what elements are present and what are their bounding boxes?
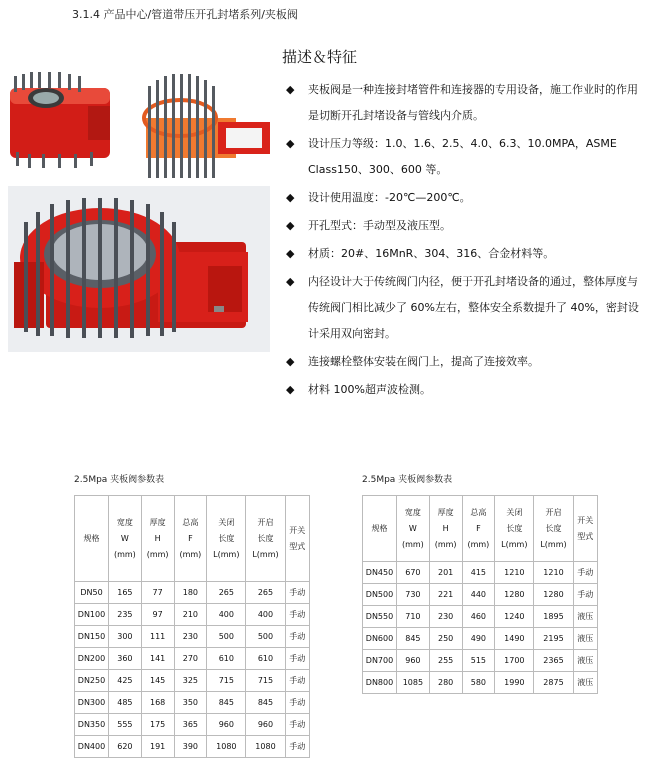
col-spec: 规格	[363, 496, 397, 562]
table-cell: 1080	[246, 736, 285, 758]
table-cell: DN600	[363, 628, 397, 650]
table-cell: 1240	[495, 606, 534, 628]
table-row	[363, 584, 598, 606]
table-cell: 280	[429, 672, 462, 694]
table-cell: 270	[174, 648, 207, 670]
feature-item: ◆ 夹板阀是一种连接封堵管件和连接器的专用设备，施工作业时的作用是切断开孔封堵设备与管线内介质。	[282, 77, 642, 129]
params-table-right	[362, 495, 598, 694]
table-cell: 2365	[534, 650, 573, 672]
table-cell: 手动	[285, 714, 309, 736]
table-cell: 460	[462, 606, 495, 628]
table-cell: 1210	[534, 562, 573, 584]
table-cell: 1080	[207, 736, 246, 758]
table-row	[363, 562, 598, 584]
table-cell: 255	[429, 650, 462, 672]
table-row	[75, 736, 310, 758]
table-cell: DN50	[75, 582, 109, 604]
table-cell: DN100	[75, 604, 109, 626]
table-row	[363, 628, 598, 650]
table-cell: 221	[429, 584, 462, 606]
feature-item: ◆ 材料 100%超声波检测。	[282, 377, 642, 403]
col-close-length: 关闭 长度 L(mm)	[495, 496, 534, 562]
table-cell: 手动	[573, 584, 597, 606]
table-cell: 201	[429, 562, 462, 584]
table-cell: 845	[207, 692, 246, 714]
table-cell: 500	[207, 626, 246, 648]
table-cell: 360	[109, 648, 142, 670]
table-cell: 715	[207, 670, 246, 692]
features-list	[282, 77, 642, 403]
table-row	[75, 714, 310, 736]
table-cell: 2195	[534, 628, 573, 650]
table-cell: 液压	[573, 650, 597, 672]
features-section	[282, 46, 642, 405]
feature-item: ◆ 设计压力等级：1.0、1.6、2.5、4.0、6.3、10.0MPA，ASME Class150、300、600 等。	[282, 131, 642, 183]
feature-item: ◆ 内径设计大于传统阀门内径，便于开孔封堵设备的通过，整体厚度与传统阀门相比减少了 60%左右，整体安全系数提升了 40%，密封设计采用双向密封。	[282, 269, 642, 347]
table-cell: DN800	[363, 672, 397, 694]
table-cell: 手动	[285, 582, 309, 604]
table-cell: 液压	[573, 628, 597, 650]
table-cell: 610	[207, 648, 246, 670]
table-cell: DN150	[75, 626, 109, 648]
table-cell: DN250	[75, 670, 109, 692]
table-cell: 845	[397, 628, 430, 650]
breadcrumb-header: 3.1.4 产品中心/管道带压开孔封堵系列/夹板阀	[72, 8, 298, 21]
table-cell: 191	[141, 736, 174, 758]
feature-item: ◆ 设计使用温度：-20℃—200℃。	[282, 185, 642, 211]
table-cell: 235	[109, 604, 142, 626]
table-cell: 1490	[495, 628, 534, 650]
col-height: 总高 F (mm)	[174, 496, 207, 582]
orange-valve-image	[144, 74, 270, 178]
table-cell: 555	[109, 714, 142, 736]
table-cell: 手动	[285, 648, 309, 670]
table-cell: 610	[246, 648, 285, 670]
feature-item: ◆ 连接螺栓整体安装在阀门上，提高了连接效率。	[282, 349, 642, 375]
col-open-length: 开启 长度 L(mm)	[246, 496, 285, 582]
table-row	[363, 672, 598, 694]
table-cell: 960	[397, 650, 430, 672]
table-cell: 2875	[534, 672, 573, 694]
table-cell: 620	[109, 736, 142, 758]
table-cell: 715	[246, 670, 285, 692]
params-table-left-block	[74, 472, 310, 758]
table-row	[75, 582, 310, 604]
table-cell: 845	[246, 692, 285, 714]
table-cell: 490	[462, 628, 495, 650]
table-cell: 1700	[495, 650, 534, 672]
product-photos-top	[8, 66, 270, 188]
table-cell: 350	[174, 692, 207, 714]
table-cell: 265	[207, 582, 246, 604]
table-row	[75, 648, 310, 670]
table-cell: 265	[246, 582, 285, 604]
table-cell: 730	[397, 584, 430, 606]
table-cell: 111	[141, 626, 174, 648]
col-width: 宽度 W (mm)	[397, 496, 430, 562]
table-cell: 580	[462, 672, 495, 694]
table-row	[75, 692, 310, 714]
col-op-type: 开关 型式	[573, 496, 597, 562]
table-cell: 210	[174, 604, 207, 626]
table-cell: 300	[109, 626, 142, 648]
table-cell: 960	[207, 714, 246, 736]
table-row	[75, 670, 310, 692]
table-cell: 230	[429, 606, 462, 628]
table-cell: 手动	[285, 692, 309, 714]
table-cell: 168	[141, 692, 174, 714]
table-cell: DN350	[75, 714, 109, 736]
params-table-right-block	[362, 472, 598, 694]
table-cell: DN300	[75, 692, 109, 714]
table-cell: 400	[246, 604, 285, 626]
table-cell: 165	[109, 582, 142, 604]
feature-item: ◆ 开孔型式：手动型及液压型。	[282, 213, 642, 239]
table-cell: 97	[141, 604, 174, 626]
table-cell: 77	[141, 582, 174, 604]
col-height: 总高 F (mm)	[462, 496, 495, 562]
table-cell: 145	[141, 670, 174, 692]
table-cell: 485	[109, 692, 142, 714]
col-width: 宽度 W (mm)	[109, 496, 142, 582]
table-cell: 液压	[573, 672, 597, 694]
table-cell: DN400	[75, 736, 109, 758]
table-cell: 1280	[495, 584, 534, 606]
table-cell: DN500	[363, 584, 397, 606]
feature-item: ◆ 材质：20#、16MnR、304、316、合金材料等。	[282, 241, 642, 267]
table-cell: DN550	[363, 606, 397, 628]
table-row	[363, 650, 598, 672]
table-cell: 液压	[573, 606, 597, 628]
table-cell: 710	[397, 606, 430, 628]
table-cell: 390	[174, 736, 207, 758]
table-cell: 手动	[285, 604, 309, 626]
table-cell: 1280	[534, 584, 573, 606]
table-row	[75, 604, 310, 626]
table-cell: DN450	[363, 562, 397, 584]
table-cell: 500	[246, 626, 285, 648]
table-cell: 230	[174, 626, 207, 648]
table-cell: 手动	[285, 670, 309, 692]
table-cell: DN200	[75, 648, 109, 670]
table-cell: 960	[246, 714, 285, 736]
table-cell: 1210	[495, 562, 534, 584]
table-cell: 1895	[534, 606, 573, 628]
table-cell: 手动	[285, 626, 309, 648]
params-table-title: 2.5Mpa 夹板阀参数表	[74, 475, 165, 485]
col-spec: 规格	[75, 496, 109, 582]
table-row	[75, 626, 310, 648]
red-valve-small-image	[10, 72, 110, 168]
table-cell: 手动	[285, 736, 309, 758]
product-photo-main	[8, 186, 270, 352]
table-cell: 325	[174, 670, 207, 692]
table-cell: 175	[141, 714, 174, 736]
features-title: 描述＆特征	[282, 48, 358, 66]
col-thickness: 厚度 H (mm)	[429, 496, 462, 562]
table-cell: 141	[141, 648, 174, 670]
col-close-length: 关闭 长度 L(mm)	[207, 496, 246, 582]
table-cell: 1085	[397, 672, 430, 694]
table-cell: 手动	[573, 562, 597, 584]
table-cell: 415	[462, 562, 495, 584]
table-cell: 440	[462, 584, 495, 606]
table-cell: 180	[174, 582, 207, 604]
table-cell: 425	[109, 670, 142, 692]
table-cell: 400	[207, 604, 246, 626]
table-cell: 1990	[495, 672, 534, 694]
table-cell: DN700	[363, 650, 397, 672]
col-op-type: 开关 型式	[285, 496, 309, 582]
table-row	[363, 606, 598, 628]
table-cell: 250	[429, 628, 462, 650]
col-thickness: 厚度 H (mm)	[141, 496, 174, 582]
params-table-title: 2.5Mpa 夹板阀参数表	[362, 475, 453, 485]
params-table-left	[74, 495, 310, 758]
table-cell: 670	[397, 562, 430, 584]
col-open-length: 开启 长度 L(mm)	[534, 496, 573, 562]
table-cell: 365	[174, 714, 207, 736]
table-cell: 515	[462, 650, 495, 672]
